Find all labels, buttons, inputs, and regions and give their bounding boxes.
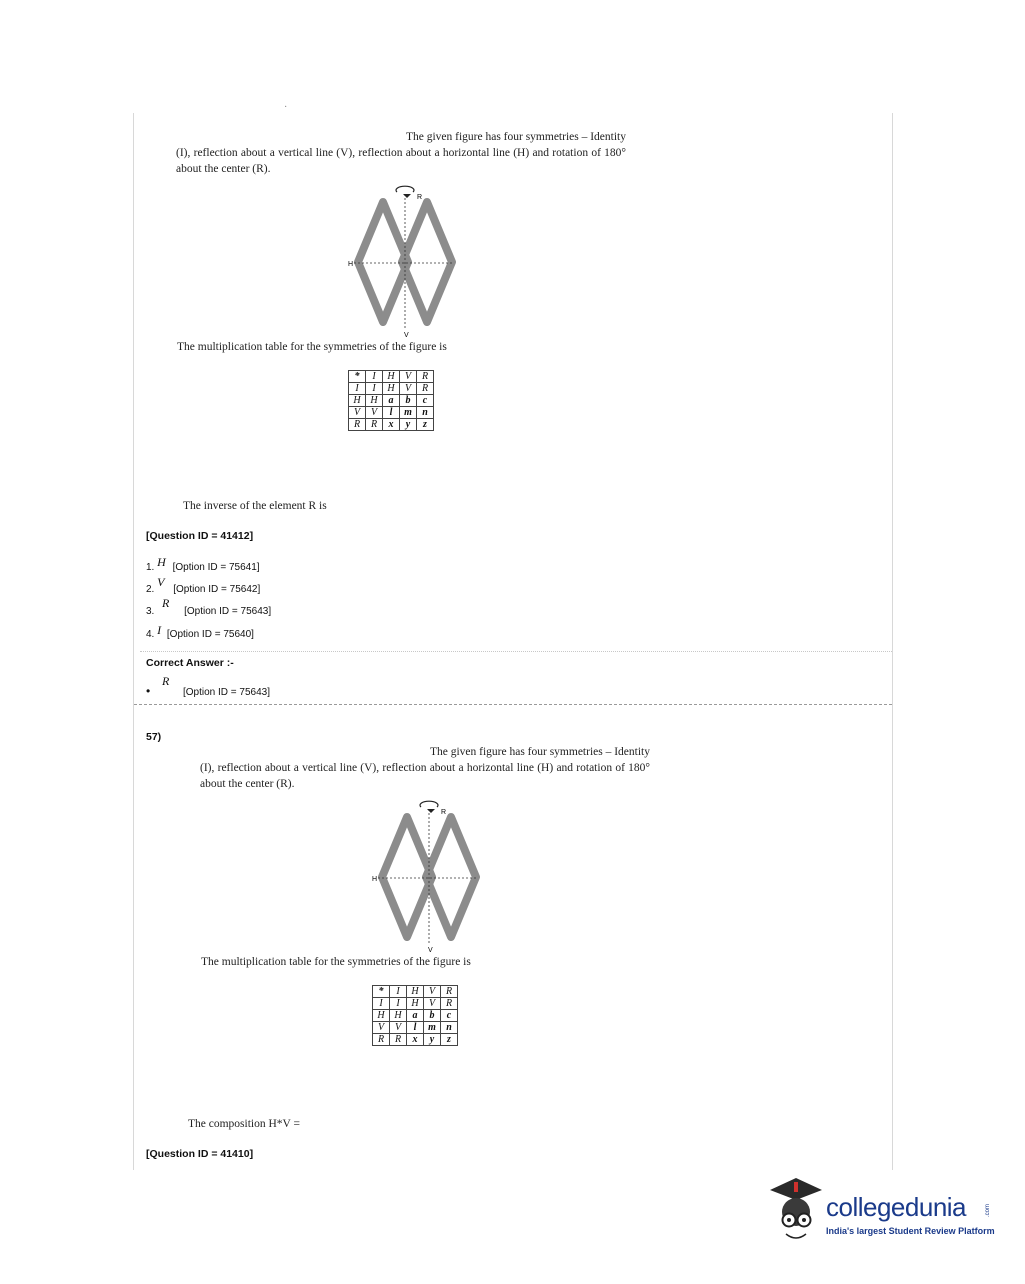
- table-cell: y: [424, 1034, 441, 1046]
- table-cell: R: [366, 419, 383, 431]
- q57-symmetry-figure: [364, 797, 494, 955]
- option-id: [Option ID = 75642]: [173, 584, 261, 595]
- table-cell: V: [366, 407, 383, 419]
- table-cell: n: [441, 1022, 458, 1034]
- bullet-icon: •: [146, 684, 151, 698]
- q56-option-3[interactable]: [146, 596, 272, 617]
- correct-answer-symbol: R: [162, 674, 170, 688]
- table-cell: R: [390, 1034, 407, 1046]
- table-row: [373, 998, 458, 1010]
- q56-rotation-arrowhead-icon: [403, 194, 411, 198]
- table-cell: I: [373, 998, 390, 1010]
- table-row: [349, 395, 434, 407]
- option-id: [Option ID = 75641]: [172, 562, 260, 573]
- table-cell: H: [407, 998, 424, 1010]
- table-cell: l: [383, 407, 400, 419]
- correct-answer-label: Correct Answer :-: [146, 657, 234, 669]
- table-cell: H: [373, 1010, 390, 1022]
- table-row: [349, 419, 434, 431]
- table-cell: H: [407, 986, 424, 998]
- table-cell: I: [390, 998, 407, 1010]
- q56-paragraph-first-line: The given figure has four symmetries – Identity: [405, 131, 626, 143]
- q57-label-h: H: [372, 876, 378, 883]
- table-cell: c: [441, 1010, 458, 1022]
- right-border: [892, 113, 893, 1170]
- q57-paragraph: [200, 744, 650, 792]
- option-symbol: H: [157, 555, 166, 569]
- q56-table-caption: The multiplication table for the symmetries of the figure is: [177, 341, 447, 353]
- table-cell: H: [383, 371, 400, 383]
- left-border: [133, 113, 134, 1170]
- table-cell: I: [366, 383, 383, 395]
- table-row: [373, 1010, 458, 1022]
- table-cell: R: [349, 419, 366, 431]
- option-number: 2.: [146, 584, 155, 595]
- table-cell: R: [441, 998, 458, 1010]
- q57-paragraph-first-line: The given figure has four symmetries – Identity: [429, 746, 650, 758]
- table-row: [349, 407, 434, 419]
- q57-paragraph-rest: (I), reflection about a vertical line (V), reflection about a horizontal line (H) and rotation of 180° about the center (R).: [200, 762, 650, 790]
- q56-label-r: R: [417, 194, 423, 201]
- correct-answer-option-id: [Option ID = 75643]: [182, 687, 270, 698]
- option-number: 4.: [146, 629, 155, 640]
- table-cell: c: [417, 395, 434, 407]
- table-cell: l: [407, 1022, 424, 1034]
- table-cell: x: [383, 419, 400, 431]
- q57-label-v: V: [428, 947, 433, 954]
- table-cell: n: [417, 407, 434, 419]
- q56-paragraph: [176, 129, 626, 177]
- table-cell: V: [424, 998, 441, 1010]
- table-cell: z: [417, 419, 434, 431]
- table-row: [373, 1022, 458, 1034]
- brand-name: collegedunia: [826, 1192, 967, 1222]
- q56-paragraph-rest: (I), reflection about a vertical line (V), reflection about a horizontal line (H) and rotation of 180° about the center (R).: [176, 147, 626, 175]
- header-mark: ·: [284, 102, 288, 113]
- table-cell: x: [407, 1034, 424, 1046]
- q57-rotation-arrow-icon: [420, 801, 438, 807]
- option-id: [Option ID = 75643]: [184, 606, 272, 617]
- q56-label-v: V: [404, 332, 409, 339]
- q56-option-1[interactable]: [146, 555, 260, 574]
- q57-label-r: R: [441, 809, 447, 816]
- table-cell: a: [383, 395, 400, 407]
- table-row: [349, 371, 434, 383]
- q57-question-id: [Question ID = 41410]: [146, 1148, 254, 1160]
- table-cell: V: [349, 407, 366, 419]
- option-number: 1.: [146, 562, 155, 573]
- option-number: 3.: [146, 606, 155, 617]
- q57-number: 57): [146, 731, 162, 743]
- graduate-mascot-icon: [766, 1176, 826, 1248]
- table-cell: *: [349, 371, 366, 383]
- table-cell: *: [373, 986, 390, 998]
- option-symbol: R: [162, 596, 170, 610]
- table-cell: V: [373, 1022, 390, 1034]
- q57-multiplication-table: [372, 985, 458, 1046]
- divider: [140, 651, 892, 652]
- q57-rotation-arrowhead-icon: [427, 809, 435, 813]
- table-cell: H: [349, 395, 366, 407]
- q56-question-text: The inverse of the element R is: [183, 500, 327, 512]
- table-cell: y: [400, 419, 417, 431]
- table-cell: R: [441, 986, 458, 998]
- correct-answer: [146, 674, 270, 698]
- table-cell: z: [441, 1034, 458, 1046]
- table-cell: V: [424, 986, 441, 998]
- table-row: [349, 383, 434, 395]
- q56-label-h: H: [348, 261, 354, 268]
- table-cell: R: [373, 1034, 390, 1046]
- q56-symmetry-figure: [340, 182, 470, 340]
- table-cell: b: [400, 395, 417, 407]
- table-cell: V: [400, 371, 417, 383]
- table-cell: H: [366, 395, 383, 407]
- table-cell: V: [400, 383, 417, 395]
- table-row: [373, 1034, 458, 1046]
- table-row: [373, 986, 458, 998]
- q57-table-caption: The multiplication table for the symmetries of the figure is: [201, 956, 471, 968]
- brand-suffix: .com: [985, 1204, 991, 1218]
- q56-multiplication-table: [348, 370, 434, 431]
- option-id: [Option ID = 75640]: [166, 629, 254, 640]
- q56-question-id: [Question ID = 41412]: [146, 530, 254, 542]
- table-cell: m: [424, 1022, 441, 1034]
- table-cell: I: [390, 986, 407, 998]
- q56-option-2[interactable]: [146, 575, 261, 596]
- table-cell: m: [400, 407, 417, 419]
- table-cell: R: [417, 371, 434, 383]
- question-separator: [134, 704, 892, 705]
- table-cell: I: [366, 371, 383, 383]
- option-symbol: I: [157, 623, 162, 637]
- q56-option-4[interactable]: [146, 623, 254, 641]
- brand-tagline: India's largest Student Review Platform: [826, 1226, 995, 1236]
- table-cell: V: [390, 1022, 407, 1034]
- q56-rotation-arrow-icon: [396, 186, 414, 192]
- table-cell: b: [424, 1010, 441, 1022]
- table-cell: I: [349, 383, 366, 395]
- table-cell: R: [417, 383, 434, 395]
- table-cell: a: [407, 1010, 424, 1022]
- table-cell: H: [383, 383, 400, 395]
- option-symbol: V: [157, 575, 165, 589]
- table-cell: H: [390, 1010, 407, 1022]
- q57-question-text: The composition H*V =: [188, 1118, 301, 1130]
